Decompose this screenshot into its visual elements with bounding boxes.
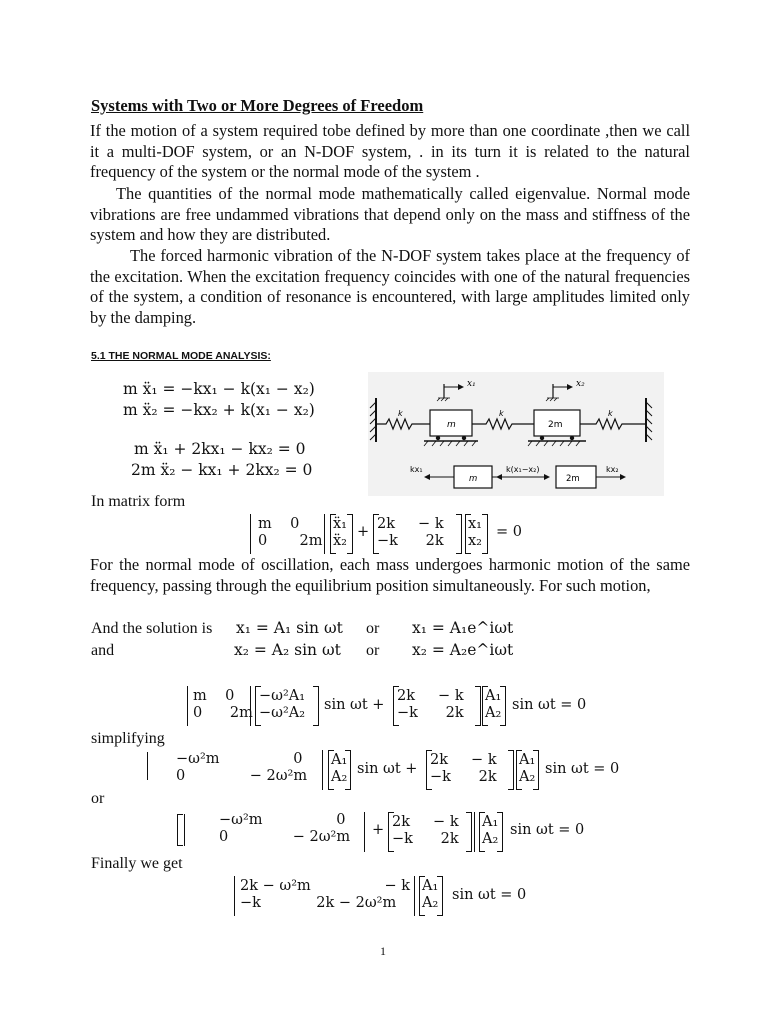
label-k-mid: k <box>499 409 504 418</box>
paragraph-intro: If the motion of a system required tobe defined by more than one coordinate ,then we call it a multi-DOF system, or an N-DOF system, . in its turn it is related to the natural frequency of the system or the normal mode of the system . <box>90 121 690 182</box>
label-solution-is: And the solution is <box>91 620 213 637</box>
page-number: 1 <box>380 944 386 958</box>
label-k-left: k <box>398 409 403 418</box>
solution-x1-sin: x₁ = A₁ sin ωt <box>236 619 343 637</box>
equation-motion-1: m ẍ₁ = −kx₁ − k(x₁ − x₂) <box>123 380 315 398</box>
label-simplifying: simplifying <box>91 730 165 747</box>
label-or-2: or <box>366 642 380 659</box>
fbd-label-2m: 2m <box>566 474 580 484</box>
paragraph-forced-vibration: The forced harmonic vibration of the N-DOF system takes place at the frequency of the excitation. When the excitation frequency coincides with one of the natural frequencies of the system, a condition of resonance is encountered, with large amplitudes limited only by the damping. <box>90 246 690 327</box>
label-and: and <box>91 642 115 659</box>
equation-motion-4: 2m ẍ₂ − kx₁ + 2kx₂ = 0 <box>131 461 313 479</box>
equation-motion-2: m ẍ₂ = −kx₂ + k(x₁ − x₂) <box>123 401 315 419</box>
label-or-1: or <box>366 620 380 637</box>
spring-mass-diagram <box>368 372 664 496</box>
solution-x2-exp: x₂ = A₂e^iωt <box>412 641 514 659</box>
page-title: Systems with Two or More Degrees of Freedom <box>91 96 424 115</box>
paragraph-normal-mode-oscillation: For the normal mode of oscillation, each mass undergoes harmonic motion of the same frequency, passing through the equilibrium position simultaneously. For such motion, <box>90 555 690 595</box>
solution-x2-sin: x₂ = A₂ sin ωt <box>234 641 341 659</box>
section-heading: 5.1 THE NORMAL MODE ANALYSIS: <box>91 350 271 362</box>
fbd-label-m: m <box>469 474 478 484</box>
paragraph-normal-mode: The quantities of the normal mode mathematically called eigenvalue. Normal mode vibrations are free undammed vibrations that depend only on the mass and stiffness of the system and how they are distributed. <box>90 184 690 245</box>
label-or-standalone: or <box>91 790 105 807</box>
label-k-right: k <box>608 409 613 418</box>
equation-motion-3: m ẍ₁ + 2kx₁ − kx₂ = 0 <box>134 440 306 458</box>
label-finally: Finally we get <box>91 855 183 872</box>
label-x2: x₂ <box>576 379 585 389</box>
solution-x1-exp: x₁ = A₁e^iωt <box>412 619 514 637</box>
label-x1: x₁ <box>467 379 476 389</box>
fbd-label-kx1: kx₁ <box>410 465 423 474</box>
fbd-label-kx2: kx₂ <box>606 465 619 474</box>
label-matrix-form: In matrix form <box>91 493 186 510</box>
label-mass-2m: 2m <box>548 420 563 430</box>
fbd-label-kx1x2: k(x₁−x₂) <box>506 465 540 474</box>
label-mass-m: m <box>447 420 456 430</box>
